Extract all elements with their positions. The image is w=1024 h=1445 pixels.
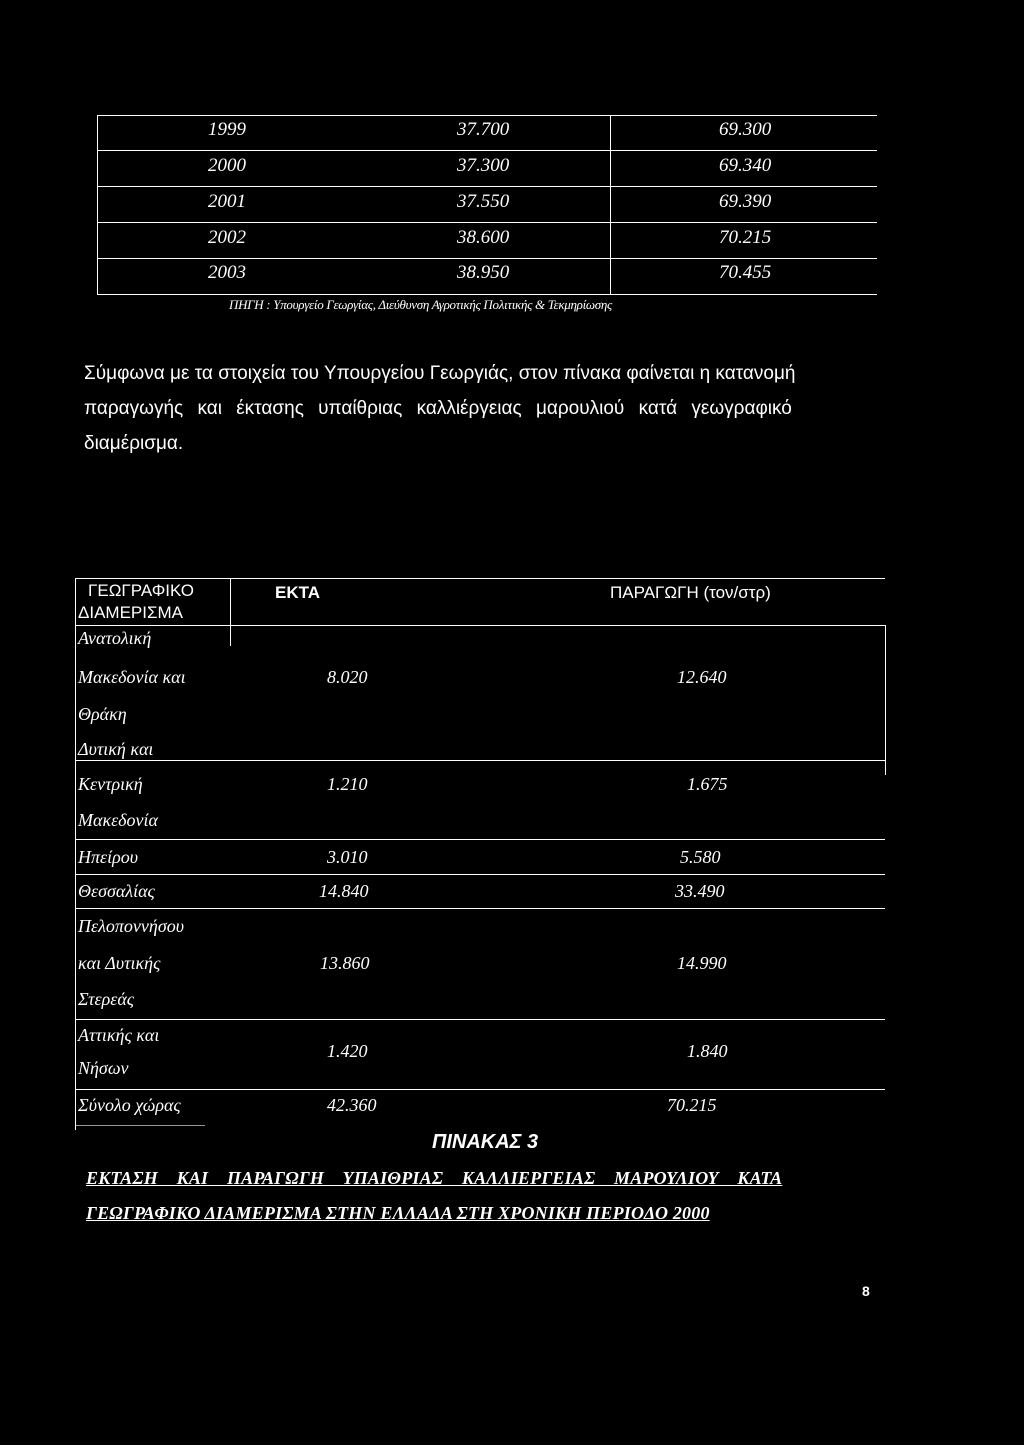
production-value: 12.640: [677, 667, 727, 687]
area-cell: 38.950: [457, 262, 510, 283]
region-name: Ηπείρου: [78, 847, 139, 867]
area-cell: 38.600: [457, 227, 510, 248]
region-name: Ανατολική: [78, 628, 152, 648]
year-cell: 2002: [208, 227, 246, 248]
region-name: Νήσων: [78, 1058, 129, 1078]
production-column-header: ΠΑΡΑΓΩΓΗ (τον/στρ): [610, 583, 771, 602]
production-cell: 70.455: [719, 262, 772, 283]
area-value: 8.020: [327, 667, 368, 687]
area-value: 1.420: [327, 1041, 368, 1061]
region-name: Στερεάς: [78, 989, 135, 1009]
year-cell: 2001: [208, 191, 246, 212]
area-value: 14.840: [319, 881, 369, 901]
year-cell: 1999: [208, 119, 246, 140]
production-value: 5.580: [680, 847, 721, 867]
production-cell: 69.390: [719, 191, 772, 212]
paragraph-line: Σύμφωνα με τα στοιχεία του Υπουργείου Γεωργιάς, στον πίνακα φαίνεται η κατανομή: [84, 363, 796, 384]
production-cell: 70.215: [719, 227, 772, 248]
region-name: Θράκη: [78, 704, 127, 724]
paragraph-line: διαμέρισμα.: [84, 433, 184, 454]
area-cell: 37.700: [457, 119, 510, 140]
region-name: και Δυτικής: [78, 953, 161, 973]
table-caption-line: ΓΕΩΓΡΑΦΙΚΟ ΔΙΑΜΕΡΙΣΜΑ ΣΤΗΝ ΕΛΛΑΔΑ ΣΤΗ ΧΡΟΝΙΚΗ ΠΕΡΙΟΔΟ 2000: [86, 1203, 710, 1223]
source-note: ΠΗΓΗ : Υπουργείο Γεωργίας, Διεύθυνση Αγροτικής Πολιτικής & Τεκμηρίωσης: [229, 297, 613, 312]
region-name: Δυτική και: [78, 739, 154, 759]
area-value: 1.210: [327, 774, 368, 794]
area-cell: 37.550: [457, 191, 510, 212]
area-value: 13.860: [320, 953, 370, 973]
page-number: 8: [862, 1283, 870, 1299]
area-column-header: ΕΚΤΑ: [275, 583, 321, 602]
table-caption-title: ΠΙΝΑΚΑΣ 3: [432, 1131, 539, 1153]
region-name: Κεντρική: [78, 774, 143, 794]
paragraph-line: παραγωγής και έκτασης υπαίθριας καλλιέργειας μαρουλιού κατά γεωγραφικό: [84, 398, 792, 419]
production-value: 1.675: [687, 774, 728, 794]
region-name: Μακεδονία και: [78, 667, 186, 687]
production-value: 14.990: [677, 953, 727, 973]
region-column-header: ΔΙΑΜΕΡΙΣΜΑ: [78, 603, 183, 622]
table-caption-line: ΕΚΤΑΣΗ ΚΑΙ ΠΑΡΑΓΩΓΗ ΥΠΑΙΘΡΙΑΣ ΚΑΛΛΙΕΡΓΕΙΑΣ ΜΑΡΟΥΛΙΟΥ ΚΑΤΑ: [86, 1168, 783, 1188]
area-cell: 37.300: [457, 155, 510, 176]
production-cell: 69.300: [719, 119, 772, 140]
year-cell: 2003: [208, 262, 246, 283]
region-column-header: ΓΕΩΓΡΑΦΙΚΟ: [88, 581, 195, 600]
region-name: Πελοποννήσου: [78, 916, 184, 936]
region-name: Μακεδονία: [78, 810, 158, 830]
year-cell: 2000: [208, 155, 246, 176]
production-value: 1.840: [687, 1041, 728, 1061]
region-name: Αττικής και: [78, 1025, 160, 1045]
production-value: 33.490: [675, 881, 725, 901]
region-name: Θεσσαλίας: [78, 881, 155, 901]
production-cell: 69.340: [719, 155, 772, 176]
region-name-total: Σύνολο χώρας: [78, 1095, 181, 1115]
production-value-total: 70.215: [667, 1095, 717, 1115]
area-value: 3.010: [327, 847, 368, 867]
area-value-total: 42.360: [327, 1095, 377, 1115]
